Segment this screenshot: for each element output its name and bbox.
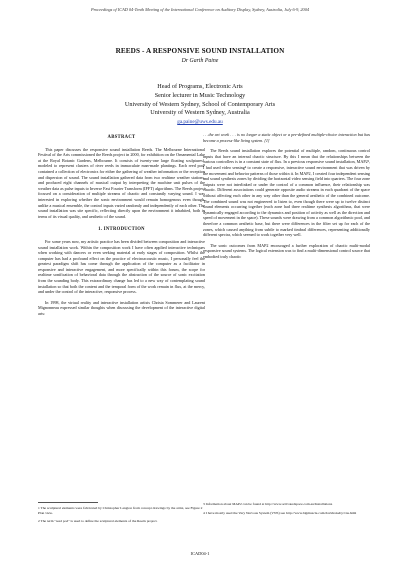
block-quote: . . .the art work . . . is no longer a static object or a pre-defined multiple-choice interaction but has become a process-like living system. [1] bbox=[203, 132, 370, 143]
paper-author: Dr Garth Paine bbox=[181, 58, 219, 64]
footnote: 3 Information about MAP2 can be found at http://www.activatedspace.com.au/Installations bbox=[203, 502, 333, 506]
body-paragraph: For some years now, my artistic practice has been divided between composition and interactive sound installation work. Within the composition work I have often applied interactive techniques when working with dancers or even seeking material at early stages of composition. Whilst the computer has had a profound effect on the practice of electroacoustic music, I personally feel the greatest paradigm shift has come through the application of the computer as a facilitator in responsive and interactive engagement, and more specifically within this forum, the scope for realtime sonification of behavioral data through the abstraction of the source of sonic excitation from the sounding body. This extraordinary change has led to a new way of contemplating sound installation so that both the content and the temporal form of the work remain in flux, at the mercy, and under the control of the interactive, responsive process. bbox=[38, 238, 205, 295]
footnote-rule bbox=[38, 502, 98, 503]
page-number: ICAD04-1 bbox=[190, 551, 210, 556]
footnotes-left bbox=[38, 502, 205, 528]
footnote: 1 The sculptural elements were fabricated by Christopher Langton from concept drawings by the artist, see Figure 2 Plan view. bbox=[38, 506, 203, 515]
abstract-heading: ABSTRACT bbox=[107, 135, 136, 140]
footnote: 4 I have mostly used the Very Nervous System (VNS) see http://www.bigmuscle.com/davidrokeby/vns.html bbox=[203, 510, 357, 515]
paper-title: REEDS - A RESPONSIVE SOUND INSTALLATION bbox=[115, 47, 285, 55]
affiliation-line: University of Western Sydney, School of Contemporary Arts bbox=[124, 100, 276, 108]
affiliation-block bbox=[0, 83, 400, 127]
introduction-heading: 1. INTRODUCTION bbox=[98, 227, 145, 233]
author-email-link[interactable] bbox=[0, 118, 400, 127]
abstract-paragraph: This paper discusses the responsive sound installation Reeds. The Melbourne International Festival of the Arts commissioned the Reeds project in 2000, for exhibition on the Ornamental Lake at the Royal Botanic Gardens, Melbourne. It consists of twenty-one large floating sculptures¹, modeled to represent clusters of river reeds in immaculate man-made plantings. Each reed pod² contained a collection of electronics for either the gathering of weather information or the reception and dispersion of sound. The sound installation gathered data from two realtime weather stations, and produced eight channels of musical output by interpreting the machine unit pulses of the weather data as pulse inputs to Inverse Fast Fourier Transform (IFFT) algorithms. The Reeds project focused on a consideration of multiple streams of chaotic and constantly varying sound. I was interested in exploring whether the sonic environment would remain homogenous even though, unlike a musical ensemble, the control inputs varied randomly and independently of each other. The sound installation was site specific, reflecting directly upon the environment it inhabited, both in terms of its visual quality, and aesthetic of the sound. bbox=[38, 146, 205, 219]
left-column bbox=[38, 132, 205, 322]
footnotes-right bbox=[203, 502, 370, 519]
body-paragraph: In 1998, the virtual reality and interactive installation artists Christa Sommerer and Laurent Mignonneau expressed similar thoughts when discussing the development of the interactive digital arts: bbox=[38, 299, 205, 317]
affiliation-line: Senior lecturer in Music Technology bbox=[154, 91, 246, 99]
body-paragraph: The sonic outcomes from MAP2 encouraged a further exploration of chaotic multi-modal responsive sound systems. The logical extension was to find a multi-dimensional control source that embodied truly chaotic bbox=[203, 242, 370, 259]
affiliation-line: University of Western Sydney, Australia bbox=[150, 109, 250, 117]
title-block bbox=[0, 47, 400, 64]
author-email[interactable]: ga.paine@uws.edu.au bbox=[177, 119, 223, 126]
footnote: 2 The term "reed pod" is used to define the sculptural elements of the Reeds project. bbox=[38, 519, 158, 524]
body-paragraph: The Reeds sound installation explores the potential of multiple, random, continuous control inputs that have an internal chaotic structure. By this I mean that the relationships between the various controllers is in a constant state of flux. In a previous responsive sound installation, MAP2³, I had used video sensing⁴ to create a responsive, interactive sound environment that was driven by the movement and behavior patterns of those within it. In MAP2, I created four independent sensing and sound synthesis zones by dividing the horizontal video sensing field into quarters. The four zone outputs were not interlinked or under the control of a common influence, their relationship was chaotic. Different associations could generate opposite audio streams in each quadrant of the space without affecting each other in any way other than the general aesthetic of the combined outcome. The combined sound was not engineered to listen to, even though there were up to twelve distinct sound elements occurring together (each zone had three realtime synthesis algorithms, that were dynamically engaged according to the dynamics and position of activity as well as the direction and speed of movement in the space). These sounds were drawing from a common algorithmic pool, and therefore a common aesthetic base, but there were differences in the filter set up for each of the zones, which caused anything from subtle to marked timbral differences, representing additionally different spectra, which seemed to work together very well. bbox=[203, 148, 370, 238]
right-column bbox=[203, 132, 370, 264]
running-head: Proceedings of ICAD 04-Tenth Meeting of the International Conference on Auditory Display, Sydney, Australia, July 6-9, 2004 bbox=[91, 7, 309, 12]
affiliation-line: Head of Programs, Electronic Arts bbox=[157, 83, 243, 90]
